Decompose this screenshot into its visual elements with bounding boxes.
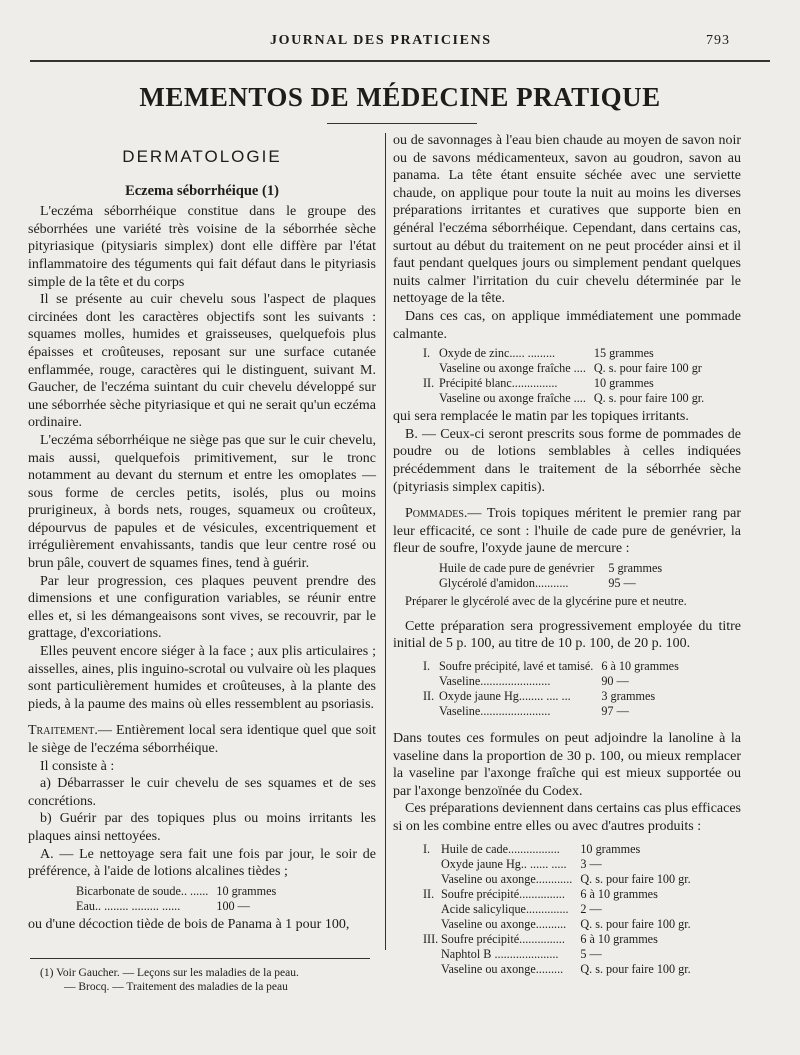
prescription-row: Vaseline ou axonge............ Q. s. pour faire 100 gr. (441, 871, 691, 886)
prescription-row: II. Soufre précipité............... 6 à 10 grammes (423, 886, 658, 901)
page-header (0, 0, 800, 62)
prescription-row: Bicarbonate de soude.. ...... 10 grammes (76, 883, 277, 898)
prescription-row: Huile de cade pure de genévrier 5 grammes (439, 560, 663, 575)
paragraph: qui sera remplacée le matin par les topiques irritants. (393, 409, 689, 425)
paragraph: a) Débarrasser le cuir chevelu de ses squames et de ses concrétions. (28, 776, 376, 809)
left-column (28, 142, 376, 933)
prescription-table (423, 659, 679, 719)
preparation-note: Préparer le glycérolé avec de la glycérine pure et neutre. (405, 593, 687, 608)
prescription-row: III. Soufre précipité............... 6 à 10 grammes (423, 931, 658, 946)
prescription-row: Vaseline....................... 90 — (439, 674, 629, 689)
prescription-row: Vaseline ou axonge fraîche .... Q. s. pour faire 100 gr (439, 361, 702, 376)
paragraph: ou de savonnages à l'eau bien chaude au moyen de savon noir ou de savons médicamenteux, savon au goudron, savon au panama. La tête étant ensuite séchée avec une serviette chaude, on applique pour toute la nuit au moins les diverses préparations irritantes et curatives que supporte bien en général l'eczéma séborrhéique. Cependant, dans certains cas, surtout au début du traitement on ne peut procéder ainsi et il faut pendant quelques jours ou simplement pendant quelques nuits calmer l'irritation du cuir chevelu déterminée par le nettoyage de la tête. (393, 133, 741, 307)
prescription-row: Acide salicylique.............. 2 — (441, 901, 602, 916)
prescription-row: Vaseline ou axonge fraîche .... Q. s. pour faire 100 gr. (439, 391, 705, 406)
paragraph: L'eczéma séborrhéique ne siège pas que sur le cuir chevelu, mais aussi, quelquefois primitivement, sur le tronc notamment au devant du sternum et entre les omoplates — sous forme de cercles petits, isolés, plus ou moins prurigineux, à bords nets, rouges, squameux ou croûteux, dépourvus de papules et de vésicules, excentriquement et irrégulièrement envahissants, tandis que leur centre rosé ou brun pâle, couvert de squames fines, tend à guérir. (28, 432, 376, 572)
prescription-row: Oxyde jaune Hg.. ...... ..... 3 — (441, 856, 602, 871)
paragraph: L'eczéma séborrhéique constitue dans le groupe des séborrhées une variété très voisine de la séborrhée sèche pityriasique (pitysiaris simplex) dont elle diffère par l'état inflammatoire des téguments qui fait défaut dans le pityriasis simple de la tête et du corps (28, 204, 376, 290)
pommades-lead: Pommades. (405, 506, 468, 522)
prescription-row: Naphtol B ..................... 5 — (441, 946, 602, 961)
prescription-table (439, 561, 662, 591)
prescription-row: I. Huile de cade................. 10 grammes (423, 841, 641, 856)
paragraph: Cette préparation sera progressivement employée du titre initial de 5 p. 100, au titre de 10 p. 100, de 20 p. 100. (393, 618, 741, 652)
paragraph: Dans toutes ces formules on peut adjoindre la lanoline à la vaseline dans la proportion de 30 p. 100, ou mieux remplacer la vaseline par l'axonge fraîche qui est mieux supportée ou par l'axonge benzoïnée du Codex. (393, 731, 741, 799)
prescription-table (423, 842, 691, 977)
paragraph: Ces préparations deviennent dans certains cas plus efficaces si on les combine entre elles ou avec d'autres produits : (393, 801, 741, 835)
header-rule (30, 60, 770, 62)
prescription-row: I. Oxyde de zinc..... ......... 15 grammes (423, 346, 654, 361)
treatment-paragraph: Traitement.— Entièrement local sera identique quel que soit le siège de l'eczéma séborrhéique. (28, 723, 376, 756)
footnote-rule (30, 958, 370, 959)
main-title: MEMENTOS DE MÉDECINE PRATIQUE (139, 82, 661, 112)
prescription-table (76, 884, 276, 914)
article-title: Eczema séborrhéique (1) (125, 182, 279, 199)
paragraph: Il consiste à : (40, 758, 115, 774)
right-column (393, 132, 741, 979)
prescription-row: Eau.. ........ ......... ...... 100 — (76, 898, 250, 913)
paragraph: ou d'une décoction tiède de bois de Panama à 1 pour 100, (28, 916, 350, 932)
treatment-lead: Traitement. (28, 723, 98, 739)
pommades-paragraph: Pommades.— Trois topiques méritent le premier rang par leur efficacité, ce sont : l'huile de cade pure de genévrier, la fleur de soufre, l'oxyde jaune de mercure : (393, 506, 741, 557)
title-rule (327, 123, 477, 124)
footnote: (1) Voir Gaucher. — Leçons sur les maladies de la peau. (40, 967, 299, 979)
page-number: 793 (706, 33, 730, 48)
prescription-row: II. Oxyde jaune Hg........ .... ... 3 grammes (423, 689, 656, 704)
paragraph: b) Guérir par des topiques plus ou moins irritants les plaques ainsi nettoyées. (28, 811, 376, 844)
footnote: — Brocq. — Traitement des maladies de la peau (64, 981, 288, 993)
paragraph: Elles peuvent encore siéger à la face ; aux plis articulaires ; aisselles, aines, plis inguino-scrotal ou vulvaire où les plaques sont particulièrement humides et croûteuses, à la plante des pieds, à la paume des mains où elles ressemblent au psoriasis. (28, 644, 376, 712)
prescription-row: Vaseline ou axonge......... Q. s. pour faire 100 gr. (441, 961, 691, 976)
running-title: JOURNAL DES PRATICIENS (270, 33, 492, 48)
paragraph: Il se présente au cuir chevelu sous l'aspect de plaques circinées dont les caractères objectifs sont les suivants : squames molles, humides et graisseuses, quelquefois plus épaisses et croûteuses, reposant sur une surface cutanée enflammée, rouge, caractères qui le distinguent, suivant M. Gaucher, de l'eczéma suintant du cuir chevelu développé sur une séborrhée sèche pityriasique et qui ne serait qu'un eczéma ordinaire. (28, 292, 376, 431)
prescription-row: Glycérolé d'amidon........... 95 — (439, 575, 636, 590)
prescription-row: I. Soufre précipité, lavé et tamisé. 6 à 10 grammes (423, 659, 679, 674)
paragraph: Dans ces cas, on applique immédiatement une pommade calmante. (393, 308, 741, 342)
prescription-table (423, 346, 704, 406)
column-divider (385, 133, 386, 950)
prescription-row: Vaseline....................... 97 — (439, 704, 629, 719)
prescription-row: II. Précipité blanc............... 10 grammes (423, 376, 654, 391)
prescription-row: Vaseline ou axonge.......... Q. s. pour faire 100 gr. (441, 916, 691, 931)
paragraph: Par leur progression, ces plaques peuvent prendre des dimensions et une configuration variables, se réunir entre elles et, si les démangeaisons sont vives, se recouvrir, par le grattage, d'excoriations. (28, 573, 376, 642)
paragraph: B. — Ceux-ci seront prescrits sous forme de pommades de poudre ou de lotions semblables à celles indiquées précédemment dans le traitement de la séborrhée sèche (pityriasis simplex capitis). (393, 426, 741, 495)
footnotes (40, 966, 380, 994)
paragraph: A. — Le nettoyage sera fait une fois par jour, le soir de préférence, à l'aide de lotions alcalines tièdes ; (28, 846, 376, 880)
section-heading: DERMATOLOGIE (122, 147, 282, 166)
